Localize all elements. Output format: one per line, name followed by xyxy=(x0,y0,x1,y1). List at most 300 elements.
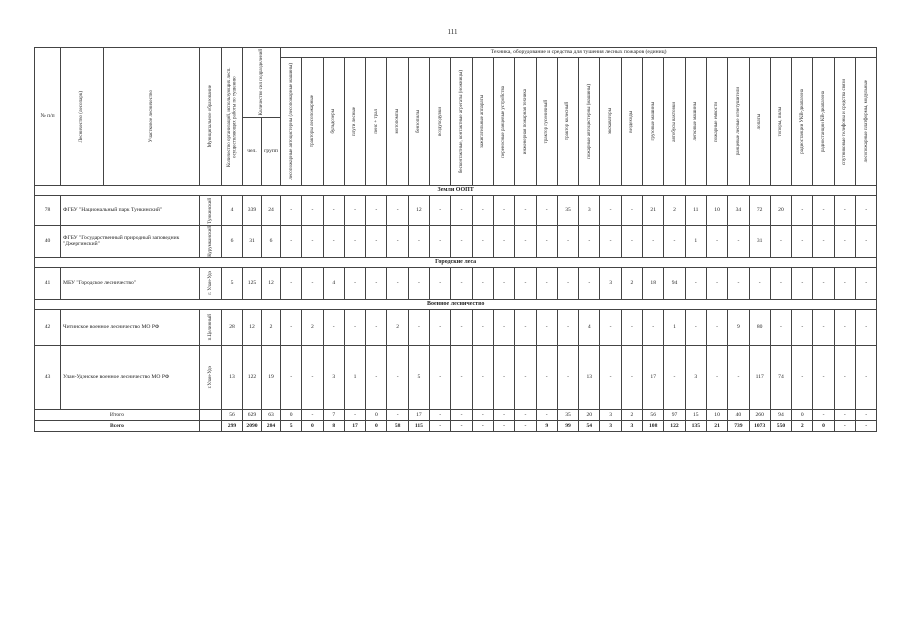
row-equipment-value: - xyxy=(792,267,813,299)
equipment-col-label: трактор колесный xyxy=(565,102,571,141)
row-equipment-value: - xyxy=(536,267,557,299)
total-equipment-value: - xyxy=(302,409,323,420)
total-groups: 284 xyxy=(262,420,281,431)
row-equipment-value: 1 xyxy=(685,226,706,258)
header-equipment-col xyxy=(323,58,344,186)
equipment-col-label: экскаваторы xyxy=(607,108,613,135)
equipment-title-label: Техника, оборудование и средства для тушения лесных пожаров (единиц) xyxy=(490,49,667,56)
row-equipment-value: - xyxy=(834,345,855,409)
row-equipment-value: - xyxy=(387,226,408,258)
row-equipment-value: - xyxy=(856,267,877,299)
row-equipment-value: 4 xyxy=(579,309,600,345)
total-equipment-value: 108 xyxy=(643,420,664,431)
row-equipment-value: 3 xyxy=(323,345,344,409)
row-equipment-value: - xyxy=(281,226,302,258)
row-equipment-value: - xyxy=(430,309,451,345)
page-number: 111 xyxy=(447,28,458,36)
total-equipment-value: - xyxy=(493,409,514,420)
header-equipment-col xyxy=(281,58,302,186)
total-equipment-value: 20 xyxy=(579,409,600,420)
row-equipment-value: - xyxy=(579,226,600,258)
header-equipment-col xyxy=(813,58,834,186)
row-equipment-value: - xyxy=(664,226,685,258)
header-people-label: чел. xyxy=(247,148,257,155)
row-equipment-value: - xyxy=(600,226,621,258)
total-row-vsego xyxy=(35,420,877,431)
row-equipment-value: 9 xyxy=(728,309,749,345)
header-equipment-col xyxy=(706,58,727,186)
total-equipment-value: 8 xyxy=(323,420,344,431)
total-equipment-value: 56 xyxy=(643,409,664,420)
row-equipment-value: 13 xyxy=(579,345,600,409)
row-equipment-value: - xyxy=(536,345,557,409)
header-municipality-label: Муниципальное образование xyxy=(207,85,213,148)
row-equipment-value: - xyxy=(792,196,813,226)
header-equipment-col xyxy=(536,58,557,186)
row-equipment-value: 80 xyxy=(749,309,770,345)
total-equipment-value: 58 xyxy=(387,420,408,431)
equipment-col-label: пенс + трал xyxy=(373,109,379,134)
row-equipment-value: - xyxy=(408,226,429,258)
row-equipment-value: - xyxy=(366,267,387,299)
row-equipment-value: - xyxy=(430,267,451,299)
row-equipment-value: 3 xyxy=(685,345,706,409)
row-equipment-value: - xyxy=(813,309,834,345)
row-people: 339 xyxy=(243,196,262,226)
row-equipment-value: 12 xyxy=(408,196,429,226)
equipment-col-label: тракторы лесопожарные xyxy=(309,95,315,148)
row-groups: 19 xyxy=(262,345,281,409)
row-equipment-value: - xyxy=(536,226,557,258)
total-equipment-value: 9 xyxy=(536,420,557,431)
total-equipment-value: - xyxy=(813,409,834,420)
table-row xyxy=(35,309,877,345)
header-forces xyxy=(243,48,281,118)
row-equipment-value: - xyxy=(813,345,834,409)
header-district xyxy=(104,48,200,186)
row-equipment-value: - xyxy=(749,267,770,299)
equipment-col-label: радиостанции УКВ-диапазона xyxy=(799,89,805,154)
row-equipment-value: - xyxy=(366,196,387,226)
section-title: Военное лесничество xyxy=(35,299,877,309)
row-equipment-value: 34 xyxy=(728,196,749,226)
header-equipment-col xyxy=(344,58,365,186)
row-equipment-value: - xyxy=(792,309,813,345)
equipment-col-label: автобусы вахтовки xyxy=(671,101,677,142)
total-equipment-value: 0 xyxy=(366,409,387,420)
row-equipment-value: - xyxy=(856,226,877,258)
header-equipment-col xyxy=(451,58,472,186)
header-forces-label: Количество сил подразделений xyxy=(258,49,264,116)
header-equipment-col xyxy=(792,58,813,186)
row-municipality xyxy=(200,267,222,299)
row-equipment-value: - xyxy=(834,226,855,258)
row-municipality xyxy=(200,196,222,226)
total-equipment-value: 0 xyxy=(281,409,302,420)
row-equipment-value: - xyxy=(451,345,472,409)
total-municipality xyxy=(200,409,222,420)
row-num: 41 xyxy=(35,267,61,299)
row-equipment-value: - xyxy=(770,267,791,299)
row-equipment-value: 3 xyxy=(579,196,600,226)
header-equipment-col xyxy=(770,58,791,186)
total-equipment-value: - xyxy=(493,420,514,431)
row-municipality xyxy=(200,345,222,409)
total-equipment-value: - xyxy=(451,409,472,420)
table-row xyxy=(35,345,877,409)
total-equipment-value: - xyxy=(536,409,557,420)
row-equipment-value: - xyxy=(302,196,323,226)
total-people: 2090 xyxy=(243,420,262,431)
header-groups-label: групп xyxy=(264,148,278,155)
row-equipment-value: - xyxy=(515,267,536,299)
row-equipment-value: - xyxy=(281,309,302,345)
total-equipment-value: 17 xyxy=(344,420,365,431)
total-equipment-value: - xyxy=(834,409,855,420)
equipment-col-label: пожарные автоцистерны (машины) xyxy=(586,84,592,159)
equipment-col-label: мотопомпы xyxy=(395,109,400,134)
row-municipality xyxy=(200,309,222,345)
row-equipment-value: - xyxy=(493,267,514,299)
row-equipment-value: - xyxy=(515,309,536,345)
section-row xyxy=(35,299,877,309)
row-num: 40 xyxy=(35,226,61,258)
equipment-col-label: плуги лесные xyxy=(352,107,358,136)
total-equipment-value: 135 xyxy=(685,420,706,431)
total-equipment-value: - xyxy=(834,420,855,431)
header-equipment-col xyxy=(579,58,600,186)
row-municipality xyxy=(200,226,222,258)
total-municipality xyxy=(200,420,222,431)
row-equipment-value: 21 xyxy=(643,196,664,226)
row-equipment-value: - xyxy=(515,345,536,409)
row-equipment-value: - xyxy=(706,226,727,258)
header-groups xyxy=(262,118,281,186)
row-equipment-value: - xyxy=(472,196,493,226)
total-equipment-value: 35 xyxy=(557,409,578,420)
total-equipment-value: - xyxy=(344,409,365,420)
row-num: 78 xyxy=(35,196,61,226)
equipment-table xyxy=(34,47,877,432)
equipment-col-label: зажигательные аппараты xyxy=(480,94,486,148)
total-equipment-value: 2 xyxy=(621,409,642,420)
row-equipment-value: 2 xyxy=(664,196,685,226)
equipment-col-label: бульдозеры xyxy=(331,109,337,134)
row-equipment-value: - xyxy=(281,345,302,409)
row-orgs: 13 xyxy=(222,345,243,409)
equipment-col-label: ранцевые лесные огнетушители xyxy=(735,87,741,156)
row-forestry: МБУ "Городское лесничество" xyxy=(61,267,200,299)
row-equipment-value: - xyxy=(515,196,536,226)
header-equipment-col xyxy=(621,58,642,186)
row-orgs: 28 xyxy=(222,309,243,345)
header-equipment-col xyxy=(387,58,408,186)
total-equipment-value: 0 xyxy=(792,409,813,420)
row-equipment-value: 3 xyxy=(600,267,621,299)
header-row-1 xyxy=(35,48,877,58)
row-equipment-value: - xyxy=(557,345,578,409)
row-equipment-value: - xyxy=(856,196,877,226)
header-equipment-col xyxy=(557,58,578,186)
municipality-label: п.Целинный xyxy=(207,314,213,341)
row-equipment-value: 17 xyxy=(643,345,664,409)
row-equipment-value: - xyxy=(770,226,791,258)
total-equipment-value: 99 xyxy=(557,420,578,431)
equipment-col-label: лесопожарные платформы, модульные xyxy=(863,80,869,163)
row-equipment-value: - xyxy=(557,267,578,299)
total-people: 629 xyxy=(243,409,262,420)
row-equipment-value: 94 xyxy=(664,267,685,299)
header-equipment-col xyxy=(302,58,323,186)
row-equipment-value: - xyxy=(302,345,323,409)
header-equipment-col xyxy=(856,58,877,186)
row-equipment-value: - xyxy=(621,309,642,345)
row-equipment-value: - xyxy=(366,226,387,258)
row-equipment-value: - xyxy=(366,309,387,345)
total-label: Итого xyxy=(35,409,200,420)
row-orgs: 6 xyxy=(222,226,243,258)
row-equipment-value: - xyxy=(344,309,365,345)
header-equipment-col xyxy=(749,58,770,186)
row-equipment-value: - xyxy=(323,196,344,226)
row-equipment-value: - xyxy=(728,267,749,299)
total-equipment-value: 10 xyxy=(706,409,727,420)
row-equipment-value: 74 xyxy=(770,345,791,409)
row-equipment-value: - xyxy=(302,267,323,299)
municipality-label: Тункинский xyxy=(207,197,213,224)
total-equipment-value: 15 xyxy=(685,409,706,420)
row-equipment-value: - xyxy=(664,345,685,409)
total-equipment-value: 0 xyxy=(302,420,323,431)
total-equipment-value: - xyxy=(515,420,536,431)
total-equipment-value: 260 xyxy=(749,409,770,420)
row-equipment-value: - xyxy=(643,226,664,258)
total-equipment-value: - xyxy=(856,409,877,420)
total-equipment-value: 1073 xyxy=(749,420,770,431)
total-equipment-value: 550 xyxy=(770,420,791,431)
equipment-col-label: вездеходы xyxy=(629,110,635,133)
row-equipment-value: - xyxy=(344,196,365,226)
equipment-col-label: радиостанции КВ-диапазона xyxy=(820,90,826,153)
header-municipality xyxy=(200,48,222,186)
section-title: Городские леса xyxy=(35,257,877,267)
row-equipment-value: - xyxy=(600,345,621,409)
total-equipment-value: 94 xyxy=(770,409,791,420)
total-equipment-value: - xyxy=(430,409,451,420)
row-equipment-value: - xyxy=(366,345,387,409)
equipment-col-label: легковые машины xyxy=(693,102,699,141)
header-equipment-col xyxy=(834,58,855,186)
total-equipment-value: - xyxy=(430,420,451,431)
total-equipment-value: 7 xyxy=(323,409,344,420)
total-equipment-value: 21 xyxy=(706,420,727,431)
total-equipment-value: - xyxy=(387,409,408,420)
table-row xyxy=(35,196,877,226)
row-equipment-value: 72 xyxy=(749,196,770,226)
header-equipment-col xyxy=(685,58,706,186)
section-row xyxy=(35,186,877,196)
header-org-count-label: Количество организаций, использующих лесп. осуществляющих работы по тушению xyxy=(226,66,237,167)
total-equipment-value: 115 xyxy=(408,420,429,431)
row-equipment-value: - xyxy=(706,345,727,409)
total-equipment-value: - xyxy=(515,409,536,420)
header-forestry xyxy=(61,48,104,186)
row-equipment-value: - xyxy=(344,267,365,299)
equipment-col-label: спутниковые телефоны и средства связи xyxy=(842,78,848,165)
row-equipment-value: 1 xyxy=(344,345,365,409)
equipment-col-label: грузовые машины xyxy=(650,102,656,141)
row-equipment-value: - xyxy=(430,226,451,258)
row-equipment-value: - xyxy=(451,309,472,345)
row-groups: 6 xyxy=(262,226,281,258)
header-equipment-col xyxy=(728,58,749,186)
row-equipment-value: - xyxy=(408,267,429,299)
row-equipment-value: - xyxy=(472,267,493,299)
row-groups: 2 xyxy=(262,309,281,345)
row-equipment-value: - xyxy=(685,267,706,299)
row-people: 125 xyxy=(243,267,262,299)
row-equipment-value: - xyxy=(472,345,493,409)
municipality-label: г.Улан-Удэ xyxy=(207,366,213,389)
row-equipment-value: - xyxy=(387,196,408,226)
total-label: Всего xyxy=(35,420,200,431)
row-equipment-value: 2 xyxy=(621,267,642,299)
row-equipment-value: - xyxy=(387,345,408,409)
header-equipment-col xyxy=(493,58,514,186)
row-equipment-value: - xyxy=(323,309,344,345)
row-equipment-value: - xyxy=(621,196,642,226)
row-equipment-value: 20 xyxy=(770,196,791,226)
equipment-col-label: бесконтактные, контактные агрегаты (ножницы) xyxy=(458,69,464,174)
header-org-count xyxy=(222,48,243,186)
row-equipment-value: - xyxy=(281,196,302,226)
row-equipment-value: 35 xyxy=(557,196,578,226)
row-equipment-value: - xyxy=(536,196,557,226)
equipment-col-label: бензопилы xyxy=(416,109,422,134)
section-row xyxy=(35,257,877,267)
row-equipment-value: 117 xyxy=(749,345,770,409)
total-equipment-value: - xyxy=(451,420,472,431)
row-equipment-value: 10 xyxy=(706,196,727,226)
total-equipment-value: 54 xyxy=(579,420,600,431)
total-equipment-value: 3 xyxy=(600,420,621,431)
total-equipment-value: 0 xyxy=(813,420,834,431)
row-equipment-value: - xyxy=(706,267,727,299)
header-district-label: Участковое лесничество xyxy=(148,90,154,143)
header-equipment-col xyxy=(515,58,536,186)
row-equipment-value: - xyxy=(281,267,302,299)
row-equipment-value: - xyxy=(792,345,813,409)
row-orgs: 4 xyxy=(222,196,243,226)
row-equipment-value: - xyxy=(600,196,621,226)
row-equipment-value: - xyxy=(323,226,344,258)
row-forestry: Улан-Удэнское военное лесничество МО РФ xyxy=(61,345,200,409)
total-equipment-value: - xyxy=(472,409,493,420)
table-row xyxy=(35,267,877,299)
equipment-col-label: пожарные емкости xyxy=(714,101,720,142)
total-orgs: 56 xyxy=(222,409,243,420)
row-equipment-value: - xyxy=(536,309,557,345)
row-equipment-value: - xyxy=(621,226,642,258)
row-equipment-value: 4 xyxy=(323,267,344,299)
row-equipment-value: 18 xyxy=(643,267,664,299)
row-people: 31 xyxy=(243,226,262,258)
row-people: 12 xyxy=(243,309,262,345)
total-equipment-value: 97 xyxy=(664,409,685,420)
row-equipment-value: - xyxy=(600,309,621,345)
row-num: 43 xyxy=(35,345,61,409)
row-equipment-value: - xyxy=(493,196,514,226)
row-num: 42 xyxy=(35,309,61,345)
header-equipment-col xyxy=(472,58,493,186)
row-equipment-value: - xyxy=(685,309,706,345)
total-equipment-value: 3 xyxy=(600,409,621,420)
total-equipment-value: 3 xyxy=(621,420,642,431)
row-equipment-value: - xyxy=(344,226,365,258)
total-equipment-value: - xyxy=(472,420,493,431)
row-equipment-value: - xyxy=(515,226,536,258)
row-orgs: 5 xyxy=(222,267,243,299)
header-people xyxy=(243,118,262,186)
row-groups: 24 xyxy=(262,196,281,226)
row-equipment-value: - xyxy=(834,267,855,299)
row-equipment-value: - xyxy=(834,309,855,345)
row-equipment-value: - xyxy=(728,226,749,258)
row-equipment-value: - xyxy=(493,309,514,345)
header-equipment-col xyxy=(600,58,621,186)
row-equipment-value: 1 xyxy=(664,309,685,345)
total-equipment-value: 122 xyxy=(664,420,685,431)
municipality-label: г. Улан-Удэ xyxy=(207,271,213,296)
table-row xyxy=(35,226,877,258)
equipment-col-label: воздуходувки xyxy=(437,107,443,136)
header-num xyxy=(35,48,61,186)
row-equipment-value: 31 xyxy=(749,226,770,258)
header-equipment-col xyxy=(366,58,387,186)
equipment-col-label: топоры, пилы xyxy=(778,106,784,137)
header-equipment-title xyxy=(281,48,877,58)
row-equipment-value: 5 xyxy=(408,345,429,409)
total-equipment-value: 5 xyxy=(281,420,302,431)
row-equipment-value: - xyxy=(643,309,664,345)
row-equipment-value: - xyxy=(706,309,727,345)
municipality-label: Курумканский xyxy=(207,226,213,257)
equipment-col-label: лесопожарные автоцистерны (лесопожарные машины) xyxy=(288,63,294,180)
row-equipment-value: 2 xyxy=(302,309,323,345)
header-equipment-col xyxy=(408,58,429,186)
row-equipment-value: - xyxy=(430,196,451,226)
row-equipment-value: 2 xyxy=(387,309,408,345)
row-equipment-value: - xyxy=(451,196,472,226)
total-equipment-value: 739 xyxy=(728,420,749,431)
total-groups: 63 xyxy=(262,409,281,420)
row-equipment-value: - xyxy=(834,196,855,226)
header-forestry-label: Лесничество (лесопарк) xyxy=(79,90,85,143)
equipment-col-label: инженерная пожарная техника xyxy=(522,88,528,155)
row-equipment-value: - xyxy=(792,226,813,258)
row-equipment-value: - xyxy=(856,345,877,409)
row-equipment-value: - xyxy=(813,196,834,226)
row-equipment-value: - xyxy=(451,267,472,299)
row-groups: 12 xyxy=(262,267,281,299)
row-forestry: ФГБУ "Национальный парк Тункинский" xyxy=(61,196,200,226)
section-title: Земли ООПТ xyxy=(35,186,877,196)
equipment-col-label: переносные ранцевые устройства xyxy=(501,85,507,158)
total-equipment-value: 17 xyxy=(408,409,429,420)
row-equipment-value: - xyxy=(813,267,834,299)
total-orgs: 299 xyxy=(222,420,243,431)
total-equipment-value: 40 xyxy=(728,409,749,420)
